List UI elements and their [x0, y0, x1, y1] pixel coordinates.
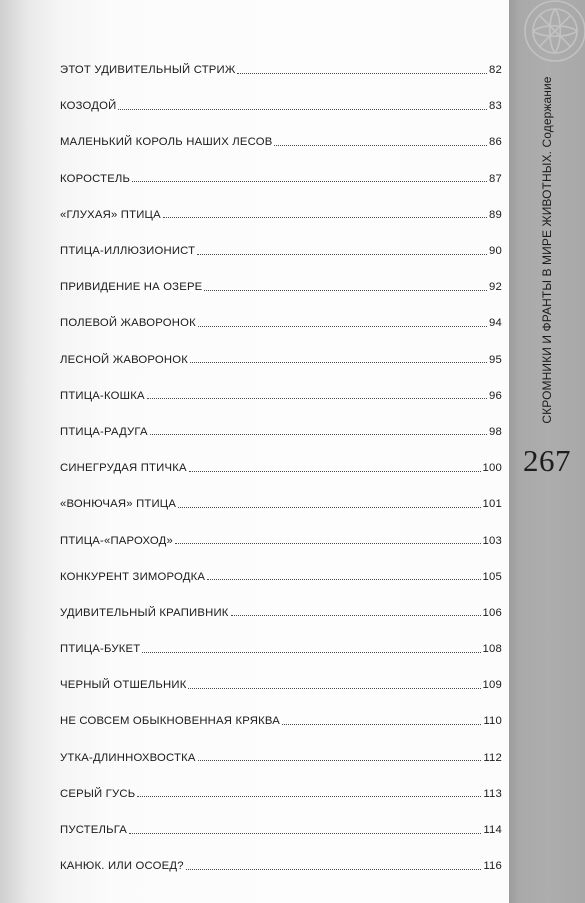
toc-entry[interactable]: [60, 124, 502, 160]
toc-entry-title: ЧЕРНЫЙ ОТШЕЛЬНИК: [60, 679, 187, 692]
table-of-contents: [60, 52, 502, 884]
dot-leader: [282, 724, 481, 725]
toc-entry-page: 114: [483, 824, 502, 837]
toc-entry-title: «ГЛУХАЯ» ПТИЦА: [60, 208, 161, 221]
toc-entry[interactable]: [60, 631, 502, 667]
dot-leader: [207, 579, 480, 580]
toc-entry[interactable]: [60, 667, 502, 703]
toc-entry-page: 108: [482, 643, 502, 656]
toc-entry[interactable]: [60, 812, 502, 848]
toc-entry-page: 86: [489, 136, 502, 149]
toc-entry-title: КОНКУРЕНТ ЗИМОРОДКА: [60, 570, 206, 583]
toc-entry-page: 103: [482, 534, 502, 547]
dot-leader: [274, 145, 487, 146]
toc-entry-page: 112: [483, 751, 502, 764]
toc-entry-title: СЕРЫЙ ГУСЬ: [60, 787, 136, 800]
dot-leader: [132, 181, 487, 182]
toc-entry-title: ЭТОТ УДИВИТЕЛЬНЫЙ СТРИЖ: [60, 64, 236, 77]
dot-leader: [186, 869, 482, 870]
toc-entry[interactable]: [60, 522, 502, 558]
toc-entry[interactable]: [60, 52, 502, 88]
toc-entry-page: 113: [483, 787, 502, 800]
dot-leader: [189, 471, 481, 472]
toc-entry-title: МАЛЕНЬКИЙ КОРОЛЬ НАШИХ ЛЕСОВ: [60, 136, 273, 149]
toc-entry-title: УДИВИТЕЛЬНЫЙ КРАПИВНИК: [60, 606, 229, 619]
dot-leader: [118, 109, 487, 110]
dot-leader: [147, 398, 487, 399]
toc-entry-title: ПУСТЕЛЬГА: [60, 824, 128, 837]
toc-entry-title: ПТИЦА-РАДУГА: [60, 425, 148, 438]
toc-entry[interactable]: [60, 450, 502, 486]
toc-entry-title: ПТИЦА-КОШКА: [60, 389, 145, 402]
toc-entry-title: КАНЮК. ИЛИ ОСОЕД?: [60, 860, 184, 873]
dot-leader: [197, 254, 487, 255]
toc-entry-title: УТКА-ДЛИННОХВОСТКА: [60, 751, 196, 764]
toc-entry-page: 83: [489, 100, 502, 113]
toc-entry-page: 116: [483, 860, 502, 873]
page-number: 267: [523, 443, 571, 478]
dot-leader: [137, 796, 481, 797]
toc-entry[interactable]: [60, 486, 502, 522]
running-head: СКРОМНИКИ И ФРАНТЫ В МИРЕ ЖИВОТНЫХ. Содержание: [540, 76, 554, 424]
toc-entry-title: ПТИЦА-«ПАРОХОД»: [60, 534, 173, 547]
toc-entry-page: 105: [482, 570, 502, 583]
dot-leader: [129, 833, 481, 834]
toc-entry[interactable]: [60, 161, 502, 197]
toc-entry-page: 106: [482, 606, 502, 619]
toc-entry[interactable]: [60, 414, 502, 450]
toc-entry-page: 90: [489, 245, 502, 258]
toc-entry-page: 100: [482, 462, 502, 475]
toc-entry-title: СИНЕГРУДАЯ ПТИЧКА: [60, 462, 187, 475]
toc-entry[interactable]: [60, 740, 502, 776]
toc-entry-page: 98: [489, 425, 502, 438]
toc-entry-page: 94: [489, 317, 502, 330]
toc-entry[interactable]: [60, 559, 502, 595]
toc-entry-page: 87: [489, 172, 502, 185]
toc-entry-title: ПОЛЕВОЙ ЖАВОРОНОК: [60, 317, 196, 330]
toc-entry[interactable]: [60, 342, 502, 378]
toc-entry-title: НЕ СОВСЕМ ОБЫКНОВЕННАЯ КРЯКВА: [60, 715, 280, 728]
toc-entry[interactable]: [60, 269, 502, 305]
dot-leader: [198, 760, 482, 761]
toc-entry-title: «ВОНЮЧАЯ» ПТИЦА: [60, 498, 177, 511]
toc-entry[interactable]: [60, 197, 502, 233]
toc-entry-page: 109: [482, 679, 502, 692]
toc-entry-title: ПТИЦА-ИЛЛЮЗИОНИСТ: [60, 245, 196, 258]
dot-leader: [190, 362, 487, 363]
toc-entry-page: 110: [483, 715, 502, 728]
toc-entry-page: 92: [489, 281, 502, 294]
toc-entry-page: 82: [489, 64, 502, 77]
dot-leader: [163, 217, 487, 218]
toc-entry-title: КОЗОДОЙ: [60, 100, 117, 113]
dot-leader: [198, 326, 487, 327]
dot-leader: [188, 688, 480, 689]
toc-entry[interactable]: [60, 776, 502, 812]
toc-entry-page: 96: [489, 389, 502, 402]
toc-entry[interactable]: [60, 233, 502, 269]
dot-leader: [204, 290, 487, 291]
toc-entry-page: 101: [482, 498, 502, 511]
toc-entry[interactable]: [60, 848, 502, 884]
toc-entry-page: 89: [489, 208, 502, 221]
toc-entry[interactable]: [60, 703, 502, 739]
toc-entry[interactable]: [60, 305, 502, 341]
dot-leader: [178, 507, 480, 508]
toc-entry-title: ЛЕСНОЙ ЖАВОРОНОК: [60, 353, 189, 366]
toc-entry-title: КОРОСТЕЛЬ: [60, 172, 131, 185]
dot-leader: [150, 434, 487, 435]
toc-entry-page: 95: [489, 353, 502, 366]
toc-entry[interactable]: [60, 378, 502, 414]
dot-leader: [237, 73, 487, 74]
dot-leader: [231, 615, 481, 616]
toc-entry-title: ПРИВИДЕНИЕ НА ОЗЕРЕ: [60, 281, 203, 294]
toc-entry[interactable]: [60, 595, 502, 631]
dot-leader: [142, 652, 480, 653]
toc-entry[interactable]: [60, 88, 502, 124]
dot-leader: [175, 543, 481, 544]
toc-entry-title: ПТИЦА-БУКЕТ: [60, 643, 141, 656]
